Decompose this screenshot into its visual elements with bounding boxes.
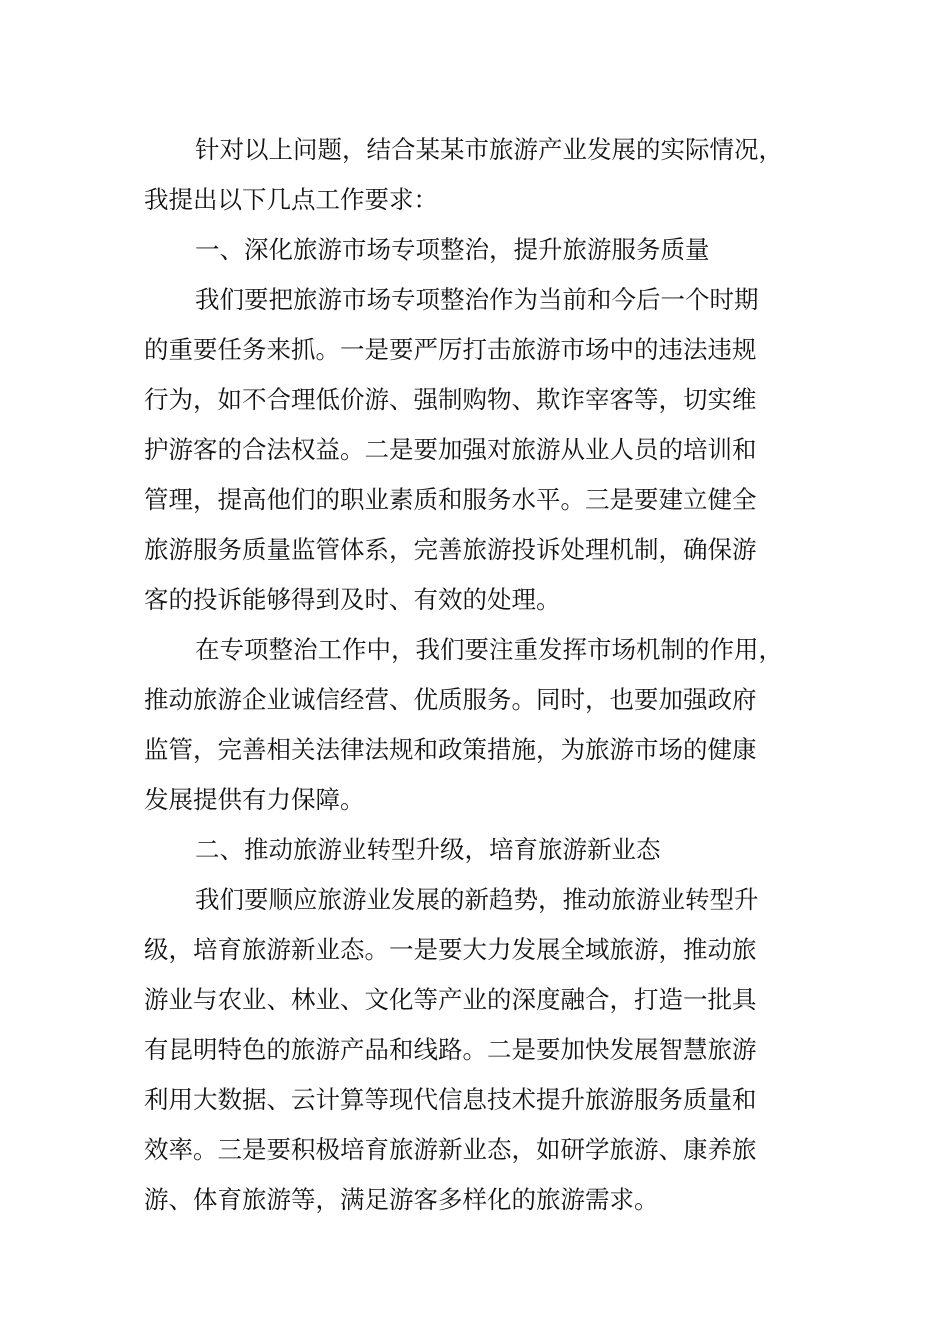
paragraph-line: 行为，如不合理低价游、强制购物、欺诈宰客等，切实维 (144, 385, 757, 414)
paragraph-line: 护游客的合法权益。二是要加强对旅游从业人员的培训和 (144, 435, 757, 464)
paragraph-line: 监管，完善相关法律法规和政策措施，为旅游市场的健康 (144, 735, 757, 764)
paragraph-line: 在专项整治工作中，我们要注重发挥市场机制的作用， (195, 635, 783, 664)
paragraph-line: 发展提供有力保障。 (144, 785, 365, 814)
paragraph-line: 有昆明特色的旅游产品和线路。二是要加快发展智慧旅游 (144, 1035, 757, 1064)
section-heading: 二、推动旅游业转型升级，培育旅游新业态 (195, 835, 661, 864)
paragraph-line: 效率。三是要积极培育旅游新业态，如研学旅游、康养旅 (144, 1135, 757, 1164)
paragraph-line: 管理，提高他们的职业素质和服务水平。三是要建立健全 (144, 485, 757, 514)
paragraph-line: 我们要顺应旅游业发展的新趋势，推动旅游业转型升 (195, 885, 759, 914)
paragraph-line: 级，培育旅游新业态。一是要大力发展全域旅游，推动旅 (144, 935, 757, 964)
paragraph-line: 游业与农业、林业、文化等产业的深度融合，打造一批具 (144, 985, 757, 1014)
paragraph-line: 游、体育旅游等，满足游客多样化的旅游需求。 (144, 1185, 659, 1214)
paragraph-line: 推动旅游企业诚信经营、优质服务。同时，也要加强政府 (144, 685, 757, 714)
paragraph-line: 的重要任务来抓。一是要严厉打击旅游市场中的违法违规 (144, 335, 757, 364)
paragraph-line: 针对以上问题，结合某某市旅游产业发展的实际情况， (195, 135, 783, 164)
paragraph-line: 我们要把旅游市场专项整治作为当前和今后一个时期 (195, 285, 759, 314)
paragraph-line: 客的投诉能够得到及时、有效的处理。 (144, 585, 561, 614)
paragraph-line: 旅游服务质量监管体系，完善旅游投诉处理机制，确保游 (144, 535, 757, 564)
section-heading: 一、深化旅游市场专项整治，提升旅游服务质量 (195, 235, 710, 264)
paragraph-line: 我提出以下几点工作要求： (144, 185, 438, 214)
paragraph-line: 利用大数据、云计算等现代信息技术提升旅游服务质量和 (144, 1085, 757, 1114)
